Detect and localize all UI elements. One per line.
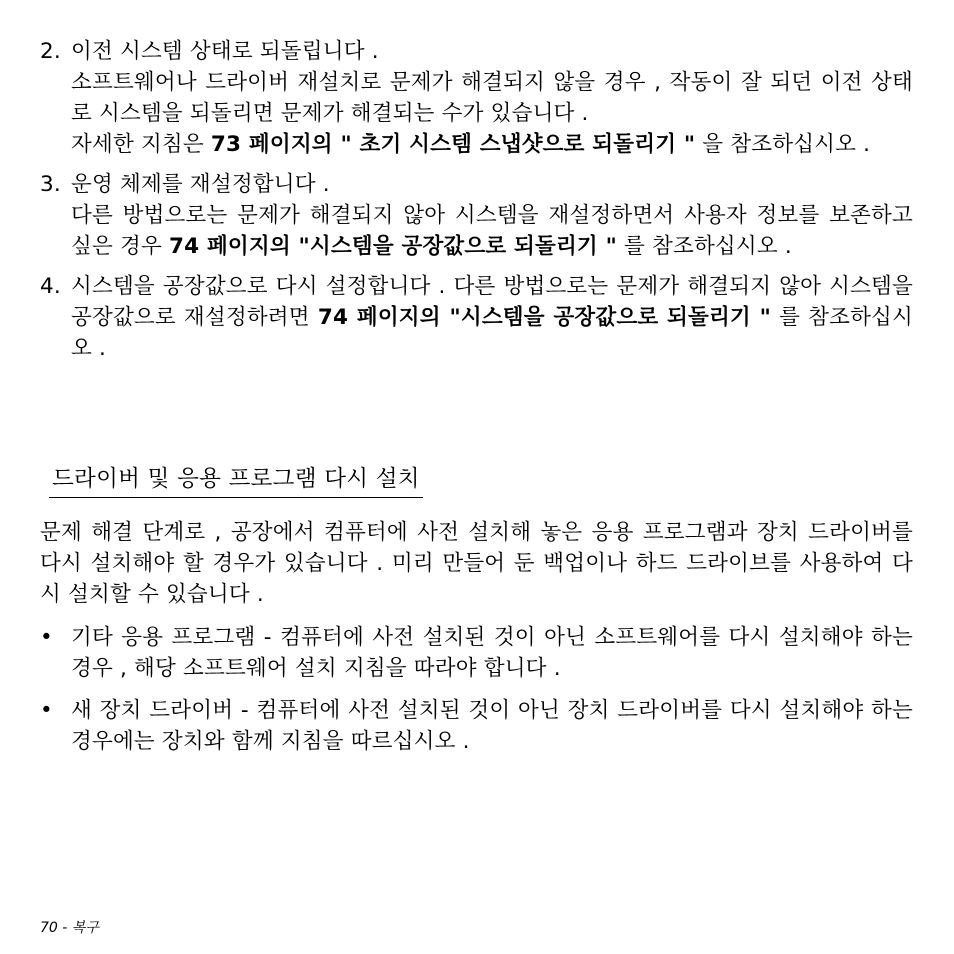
step-text: 을 참조하십시오 . <box>695 132 871 157</box>
step-text: 소프트웨어나 드라이버 재설치로 문제가 해결되지 않을 경우 , 작동이 잘 되던 이전 상태로 시스템을 되돌리면 문제가 해결되는 수가 있습니다 . <box>71 70 913 126</box>
step-number: 3. <box>40 172 61 197</box>
step-text: 운영 체제를 재설정합니다 . <box>71 172 330 197</box>
step-text: 이전 시스템 상태로 되돌립니다 . <box>71 39 379 64</box>
section-heading: 드라이버 및 응용 프로그램 다시 설치 <box>49 463 423 498</box>
step-item <box>40 169 913 262</box>
step-item <box>40 36 913 160</box>
step-body <box>71 172 913 259</box>
step-number: 4. <box>40 274 61 299</box>
step-bold-reference: 74 페이지의 "시스템을 공장값으로 되돌리기 " <box>317 305 772 330</box>
step-text: 다른 방법으로는 문제가 해결되지 않아 시스템을 재설정하면서 사용자 정보를 보존하고 싶은 경우 <box>71 203 913 259</box>
intro-paragraph: 문제 해결 단계로 , 공장에서 컴퓨터에 사전 설치해 놓은 응용 프로그램과 장치 드라이버를 다시 설치해야 할 경우가 있습니다 . 미리 만들어 둔 백업이나 하드 드라이브를 사용하여 다시 설치할 수 있습니다 . <box>40 520 913 607</box>
step-body <box>71 274 913 361</box>
page-footer: 70 - 복구 <box>40 920 99 936</box>
bullet-symbol: • <box>40 625 53 650</box>
step-bold-reference: 74 페이지의 "시스템을 공장값으로 되돌리기 " <box>168 234 617 259</box>
step-item <box>40 271 913 364</box>
step-number: 2. <box>40 39 61 64</box>
step-text: 를 참조하십시오 . <box>616 234 792 259</box>
recovery-steps-list <box>40 36 913 373</box>
bullet-text: 기타 응용 프로그램 - 컴퓨터에 사전 설치된 것이 아닌 소프트웨어를 다시 설치해야 하는 경우 , 해당 소프트웨어 설치 지침을 따라야 합니다 . <box>71 625 913 681</box>
bullet-item <box>40 695 913 757</box>
step-bold-reference: 73 페이지의 " 초기 시스템 스냅샷으로 되돌리기 " <box>210 132 696 157</box>
reinstall-bullet-list <box>40 622 913 768</box>
bullet-symbol: • <box>40 698 53 723</box>
step-text: 시스템을 공장값으로 다시 설정합니다 . 다른 방법으로는 문제가 해결되지 않아 시스템을 공장값으로 재설정하려면 <box>71 274 913 330</box>
step-text: 를 참조하십시오 . <box>71 305 913 361</box>
step-text: 자세한 지침은 <box>71 132 211 157</box>
bullet-item <box>40 622 913 684</box>
bullet-text: 새 장치 드라이버 - 컴퓨터에 사전 설치된 것이 아닌 장치 드라이버를 다시 설치해야 하는 경우에는 장치와 함께 지침을 따르십시오 . <box>71 698 913 754</box>
step-body <box>71 39 913 157</box>
